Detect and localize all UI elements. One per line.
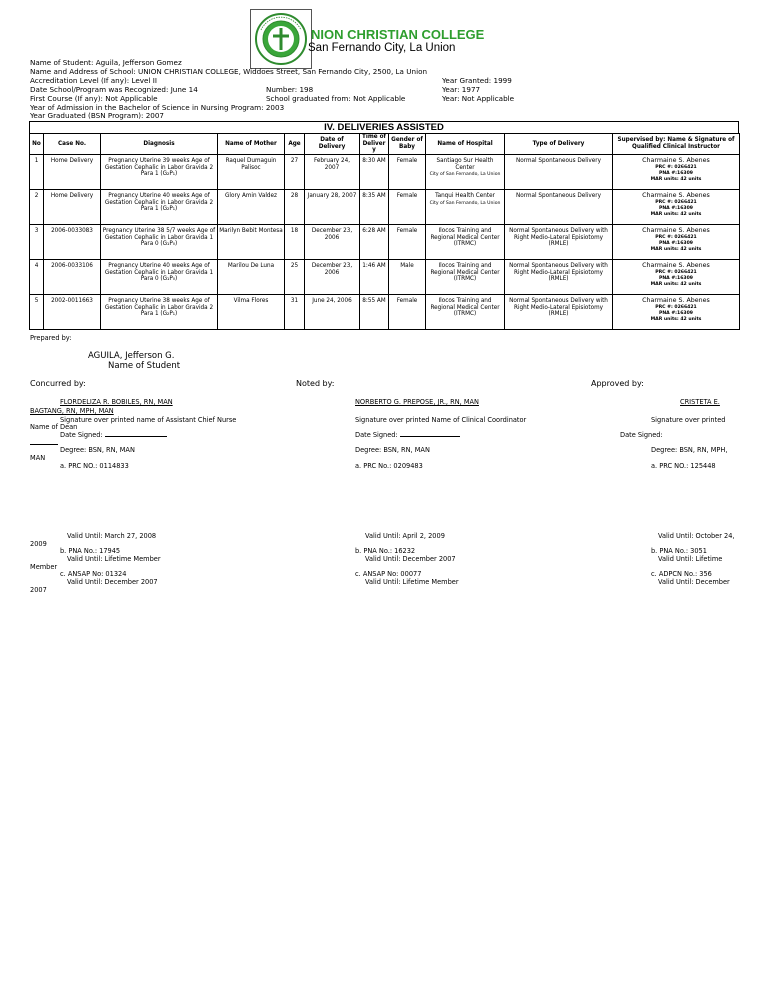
- cell-mother: Glory Amin Valdez: [218, 190, 285, 225]
- cell-time: 6:28 AM: [360, 225, 389, 260]
- cell-time: 8:55 AM: [360, 295, 389, 330]
- student-name: Name of Student: Aguila, Jefferson Gomez: [30, 58, 182, 67]
- prepared-name: AGUILA, Jefferson G.: [88, 351, 175, 361]
- approved-valid3: Valid Until: December: [658, 578, 730, 586]
- concurred-name: FLORDELIZA R. BOBILES, RN, MAN: [60, 398, 173, 406]
- year-recognized: Year: 1977: [442, 85, 481, 94]
- cell-type: Normal Spontaneous Delivery with Right Medio-Lateral Episiotomy (RMLE): [505, 260, 613, 295]
- cell-no: 4: [30, 260, 44, 295]
- cell-case: Home Delivery: [44, 155, 101, 190]
- cell-supervisor: [613, 155, 740, 190]
- cell-gender: Female: [389, 295, 426, 330]
- supervisor-mar: MAR units: 42 units: [650, 316, 702, 322]
- cell-type: Normal Spontaneous Delivery with Right Medio-Lateral Episiotomy (RMLE): [505, 225, 613, 260]
- col-header-time: Time of Deliver y: [360, 134, 389, 155]
- cell-hospital: [426, 190, 505, 225]
- cell-gender: Female: [389, 155, 426, 190]
- cell-no: 5: [30, 295, 44, 330]
- concurred-valid3: Valid Until: December 2007: [67, 578, 158, 586]
- hospital-location: City of San Fernando, La Union: [429, 172, 501, 178]
- supervisor-prc: PRC #: 0266421: [655, 164, 697, 170]
- supervisor-name: Charmaine S. Abenes: [642, 157, 710, 164]
- cell-type: Normal Spontaneous Delivery: [505, 190, 613, 225]
- col-header-no: No: [30, 134, 44, 155]
- cell-supervisor: [613, 225, 740, 260]
- concurred-valid1: Valid Until: March 27, 2008: [67, 532, 157, 540]
- cell-age: 25: [285, 260, 305, 295]
- hospital-location: City of San Fernando, La Union: [429, 200, 501, 206]
- cell-date: January 28, 2007: [305, 190, 360, 225]
- cell-hospital: Ilocos Training and Regional Medical Center (ITRMC): [426, 260, 505, 295]
- table-row: [30, 225, 740, 260]
- supervisor-name: Charmaine S. Abenes: [642, 227, 710, 234]
- cell-mother: Vilma Flores: [218, 295, 285, 330]
- concurred-valid2: Valid Until: Lifetime Member: [67, 555, 161, 563]
- approved-degree-cont: MAN: [30, 454, 46, 462]
- approved-dean: Name of Dean: [30, 423, 78, 431]
- approved-valid1: Valid Until: October 24,: [658, 532, 735, 540]
- col-header-supervisor: Supervised by: Name & Signature of Qualified Clinical Instructor: [613, 134, 740, 155]
- cell-diagnosis: Pregnancy Uterine 40 weeks Age of Gestation Cephalic in Labor Gravida 2 Para 1 (G₂P₁): [101, 190, 218, 225]
- cell-no: 1: [30, 155, 44, 190]
- approved-name-left: BAGTANG, RN, MPH, MAN: [30, 407, 114, 415]
- cell-supervisor: [613, 295, 740, 330]
- approved-sig: Signature over printed: [651, 416, 726, 424]
- cell-time: 1:46 AM: [360, 260, 389, 295]
- supervisor-pna: PNA #:16309: [658, 205, 694, 211]
- cell-age: 27: [285, 155, 305, 190]
- year-granted: Year Granted: 1999: [442, 76, 512, 85]
- cell-diagnosis: Pregnancy Uterine 39 weeks Age of Gestation Cephalic in Labor Gravida 2 Para 1 (G₂P₁): [101, 155, 218, 190]
- accreditation-level: Accreditation Level (If any): Level II: [30, 76, 157, 85]
- school-graduated: School graduated from: Not Applicable: [266, 94, 406, 103]
- table-header-row: [30, 134, 740, 155]
- supervisor-mar: MAR units: 42 units: [650, 246, 702, 252]
- col-header-age: Age: [285, 134, 305, 155]
- noted-date-signed: Date Signed:: [355, 431, 460, 439]
- cell-case: 2002-0011663: [44, 295, 101, 330]
- approved-degree: Degree: BSN, RN, MPH,: [651, 446, 728, 454]
- college-city: San Fernando City, La Union: [308, 42, 456, 54]
- cell-case: 2006-0033106: [44, 260, 101, 295]
- noted-label: Noted by:: [296, 379, 335, 388]
- table-row: [30, 190, 740, 225]
- cell-case: Home Delivery: [44, 190, 101, 225]
- cell-type: Normal Spontaneous Delivery with Right Medio-Lateral Episiotomy (RMLE): [505, 295, 613, 330]
- supervisor-mar: MAR units: 42 units: [650, 176, 702, 182]
- cell-supervisor: [613, 260, 740, 295]
- approved-valid1-cont: 2009: [30, 540, 47, 548]
- cell-age: 31: [285, 295, 305, 330]
- cell-date: December 23, 2006: [305, 260, 360, 295]
- deliveries-table: [29, 121, 739, 330]
- cell-mother: Raquel Dumaguin Palisoc: [218, 155, 285, 190]
- concurred-sig: Signature over printed name of Assistant Chief Nurse: [60, 416, 237, 424]
- supervisor-pna: PNA #:16309: [658, 240, 694, 246]
- cell-supervisor: [613, 190, 740, 225]
- supervisor-name: Charmaine S. Abenes: [642, 297, 710, 304]
- cell-age: 28: [285, 190, 305, 225]
- cell-hospital: Ilocos Training and Regional Medical Center (ITRMC): [426, 295, 505, 330]
- recognition-number: Number: 198: [266, 85, 314, 94]
- cell-type: Normal Spontaneous Delivery: [505, 155, 613, 190]
- cell-mother: Marilyn Bebit Montesa: [218, 225, 285, 260]
- col-header-type: Type of Delivery: [505, 134, 613, 155]
- supervisor-prc: PRC #: 0266421: [655, 234, 697, 240]
- cell-time: 8:35 AM: [360, 190, 389, 225]
- col-header-date: Date of Delivery: [305, 134, 360, 155]
- noted-valid2: Valid Until: December 2007: [365, 555, 456, 563]
- college-logo: [250, 9, 312, 69]
- concurred-prc: a. PRC NO.: 0114833: [60, 462, 129, 470]
- cell-time: 8:30 AM: [360, 155, 389, 190]
- supervisor-mar: MAR units: 42 units: [650, 281, 702, 287]
- supervisor-pna: PNA #:16309: [658, 310, 694, 316]
- table-row: [30, 155, 740, 190]
- col-header-hospital: Name of Hospital: [426, 134, 505, 155]
- cell-diagnosis: Pregnancy Uterine 40 weeks Age of Gestation Cephalic in Labor Gravida 1 Para 0 (G₁P₀): [101, 260, 218, 295]
- first-course: First Course (If any): Not Applicable: [30, 94, 158, 103]
- cell-hospital: [426, 155, 505, 190]
- cell-gender: Female: [389, 225, 426, 260]
- noted-sig: Signature over printed Name of Clinical Coordinator: [355, 416, 527, 424]
- signature-line: [30, 444, 58, 445]
- table-title: IV. DELIVERIES ASSISTED: [29, 121, 739, 133]
- prepared-label: Prepared by:: [30, 334, 72, 342]
- supervisor-prc: PRC #: 0266421: [655, 304, 697, 310]
- supervisor-name: Charmaine S. Abenes: [642, 192, 710, 199]
- concurred-date-signed: Date Signed:: [60, 431, 167, 439]
- noted-degree: Degree: BSN, RN, MAN: [355, 446, 430, 454]
- supervisor-pna: PNA #:16309: [658, 275, 694, 281]
- supervisor-prc: PRC #: 0266421: [655, 269, 697, 275]
- cell-date: June 24, 2006: [305, 295, 360, 330]
- concurred-ansap: c. ANSAP No: 01324: [60, 570, 127, 578]
- noted-name: NORBERTO G. PREPOSE, JR., RN, MAN: [355, 398, 479, 406]
- col-header-gender: Gender of Baby: [389, 134, 426, 155]
- col-header-diagnosis: Diagnosis: [101, 134, 218, 155]
- approved-valid2: Valid Until: Lifetime: [658, 555, 723, 563]
- approved-name-right: CRISTETA E.: [680, 398, 720, 406]
- table-row: [30, 260, 740, 295]
- cell-date: February 24, 2007: [305, 155, 360, 190]
- approved-prc: a. PRC NO.: 125448: [651, 462, 716, 470]
- noted-valid3: Valid Until: Lifetime Member: [365, 578, 459, 586]
- noted-ansap: c. ANSAP No: 00077: [355, 570, 422, 578]
- prepared-role: Name of Student: [108, 361, 181, 371]
- cell-mother: Marilou De Luna: [218, 260, 285, 295]
- cell-diagnosis: Pregnancy Uterine 38 5/7 weeks Age of Gestation Cephalic in Labor Gravida 1 Para 0 (G₁P₀): [101, 225, 218, 260]
- supervisor-name: Charmaine S. Abenes: [642, 262, 710, 269]
- cell-gender: Male: [389, 260, 426, 295]
- hospital-name: Santiago Sur Health Center: [436, 158, 494, 171]
- cell-date: December 23, 2006: [305, 225, 360, 260]
- approved-valid3-cont: 2007: [30, 586, 47, 594]
- cell-no: 3: [30, 225, 44, 260]
- supervisor-pna: PNA #:16309: [658, 170, 694, 176]
- approved-date-signed: Date Signed:: [620, 431, 663, 439]
- cell-gender: Female: [389, 190, 426, 225]
- cell-no: 2: [30, 190, 44, 225]
- year-admission: Year of Admission in the Bachelor of Science in Nursing Program: 2003: [30, 103, 285, 112]
- noted-pna: b. PNA No.: 16232: [355, 547, 416, 555]
- concurred-pna: b. PNA No.: 17945: [60, 547, 121, 555]
- school-address: Name and Address of School: UNION CHRISTIAN COLLEGE, Widdoes Street, San Fernando City, 2500, La Union: [30, 67, 428, 76]
- supervisor-mar: MAR units: 42 units: [650, 211, 702, 217]
- cell-diagnosis: Pregnancy Uterine 38 weeks Age of Gestation Cephalic in Labor Gravida 2 Para 1 (G₂P₁): [101, 295, 218, 330]
- cell-age: 18: [285, 225, 305, 260]
- table-row: [30, 295, 740, 330]
- col-header-mother: Name of Mother: [218, 134, 285, 155]
- college-name: NION CHRISTIAN COLLEGE: [311, 27, 485, 42]
- date-recognized: Date School/Program was Recognized: June 14: [30, 85, 198, 94]
- supervisor-prc: PRC #: 0266421: [655, 199, 697, 205]
- approved-valid2-cont: Member: [30, 563, 58, 571]
- approved-adpcn: c. ADPCN No.: 356: [651, 570, 712, 578]
- year-not-applicable: Year: Not Applicable: [442, 94, 515, 103]
- concurred-degree: Degree: BSN, RN, MAN: [60, 446, 135, 454]
- approved-pna: b. PNA No.: 3051: [651, 547, 707, 555]
- noted-valid1: Valid Until: April 2, 2009: [365, 532, 445, 540]
- hospital-name: Tanqui Health Center: [435, 193, 495, 199]
- noted-prc: a. PRC No.: 0209483: [355, 462, 423, 470]
- approved-label: Approved by:: [591, 379, 644, 388]
- year-graduated: Year Graduated (BSN Program): 2007: [30, 111, 164, 120]
- cell-hospital: Ilocos Training and Regional Medical Center (ITRMC): [426, 225, 505, 260]
- col-header-case: Case No.: [44, 134, 101, 155]
- concurred-label: Concurred by:: [30, 379, 86, 388]
- cell-case: 2006-0033083: [44, 225, 101, 260]
